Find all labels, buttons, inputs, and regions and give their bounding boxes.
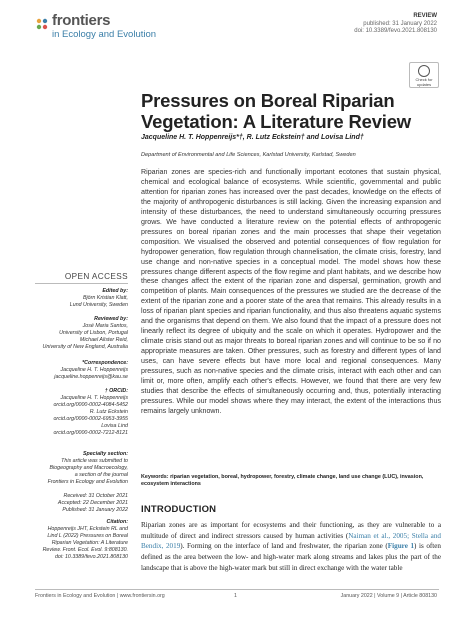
check-updates-label: Check for updates bbox=[415, 77, 433, 87]
reviewed-by-heading: Reviewed by: bbox=[94, 316, 128, 322]
footer-volume: January 2022 | Volume 9 | Article 808130 bbox=[340, 593, 437, 599]
orcid-block bbox=[35, 388, 128, 437]
footer-journal: Frontiers in Ecology and Evolution | www.frontiersin.org bbox=[35, 593, 165, 599]
specialty-line: Biogeography and Macroecology, bbox=[49, 465, 128, 471]
citation-link[interactable]: Naiman et al., 2005; Stella and Bendix, 2019 bbox=[141, 531, 441, 551]
citation-line: doi: 10.3389/fevo.2021.808130 bbox=[54, 554, 128, 560]
orcid-author: Jacqueline H. T. Hoppenreijs bbox=[60, 395, 128, 401]
article-type: REVIEW bbox=[413, 13, 437, 19]
orcid-author: R. Lutz Eckstein bbox=[89, 409, 128, 415]
open-access-label: OPEN ACCESS bbox=[64, 272, 128, 281]
keywords-text: riparian vegetation, boreal, hydropower, forestry, climate change, land use change (LUC), invasion, ecosystem interactions bbox=[141, 474, 424, 488]
keywords bbox=[141, 474, 441, 489]
page-number: 1 bbox=[234, 593, 237, 599]
intro-heading: INTRODUCTION bbox=[141, 504, 217, 515]
affiliation: Department of Environmental and Life Sciences, Karlstad University, Karlstad, Sweden bbox=[141, 152, 356, 158]
citation-line: Review. Front. Ecol. Evol. 9:808130. bbox=[42, 547, 128, 553]
received-date: Received: 31 October 2021 bbox=[63, 493, 128, 499]
specialty-line: Frontiers in Ecology and Evolution bbox=[47, 479, 128, 485]
footer-divider bbox=[35, 589, 439, 590]
correspondent-name: Jacqueline H. T. Hoppenreijs bbox=[60, 367, 128, 373]
citation-heading: Citation: bbox=[106, 519, 128, 525]
edited-by-heading: Edited by: bbox=[102, 288, 128, 294]
reviewer-name: Michael Alister Reid, bbox=[79, 337, 128, 343]
citation-line: Lind L (2022) Pressures on Boreal bbox=[47, 533, 128, 539]
specialty-heading: Specialty section: bbox=[82, 451, 128, 457]
orcid-link[interactable]: orcid.org/0000-0002-4084-5452 bbox=[53, 402, 128, 408]
abstract: Riparian zones are species-rich and functionally important ecotones that sustain physical, chemical and ecological balance of ecosystems. While scientific, governmental and public attention for riparian zones has increased over the past decades, knowledge on the effects of the majority of anthropogenic disturbances is still lacking. Given the increasing expansion and intensity of these disturbances, the need to understand simultaneously occurring pressures grows. We have conducted a literature review on the potential effects of anthropogenic pressures on boreal riparian zones and the main processes that shape their vegetation composition. We visualised the observed and potential consequences of flow regulation for hydropower generation, flow regulation through channelisation, the climate crisis, forestry, land use change and non-native species in a conceptual model. The model shows how these pressures change different aspects of the flow regime and plant habitats, and we describe how these changes affect the extent of the riparian zone and dispersal, germination, growth and competition of plants. Main consequences of the pressures we studied are the decrease of the extent of the riparian zone and a poorer state of the area that remains. This already results in a loss of riparian plant species and riparian functionality, and thus also threatens aquatic systems and the organisms that depend on them. We also found that the impact of a pressure does not linearly reflect its degree of ubiquity and the scale on which it operates. Hydropower and the climate crisis stand out as major threats to boreal riparian zones and will continue to be so if no appropriate measures are taken. Other pressures, such as forestry and different types of land uses, can have severe effects but have more local and regional consequences. Many pressures, such as non-native species and the climate crisis, interact with each other and can limit or, more often, amplify each other's effects. However, we found that there are very few studies that describe the effects of simultaneously occurring and, thus, potentially interacting pressures. While our model shows where they may interact, the extent of the interactions thus remains largely unknown. bbox=[141, 168, 441, 415]
orcid-link[interactable]: orcid.org/0000-0002-7212-8121 bbox=[53, 430, 128, 436]
correspondence-block bbox=[35, 360, 128, 381]
intro-paragraph bbox=[141, 520, 441, 574]
accepted-date: Accepted: 22 December 2021 bbox=[57, 500, 128, 506]
reviewer-name: José Maria Santos, bbox=[82, 323, 128, 329]
published-date-side: Published: 31 January 2022 bbox=[62, 507, 128, 513]
check-updates-badge[interactable] bbox=[409, 62, 439, 88]
specialty-line: This article was submitted to bbox=[61, 458, 128, 464]
orcid-link[interactable]: orcid.org/0000-0002-6953-3955 bbox=[53, 416, 128, 422]
dates-block bbox=[35, 493, 128, 514]
author-list: Jacqueline H. T. Hoppenreijs*†, R. Lutz Eckstein† and Lovisa Lind† bbox=[141, 134, 364, 141]
editor-affiliation: Lund University, Sweden bbox=[69, 302, 128, 308]
frontiers-logo-icon bbox=[35, 17, 49, 31]
refresh-icon bbox=[418, 65, 430, 77]
keywords-label: Keywords: bbox=[141, 474, 169, 480]
edited-by-block bbox=[35, 288, 128, 309]
citation-line: Riparian Vegetation: A Literature bbox=[51, 540, 128, 546]
intro-text-2: ). Forming on the interface of land and freshwater, the riparian zone ( bbox=[180, 542, 388, 551]
published-date: published: 31 January 2022 bbox=[363, 20, 437, 27]
reviewed-by-block bbox=[35, 316, 128, 351]
specialty-block bbox=[35, 451, 128, 486]
intro-text-3: ) is often defined as the area between the low- and high-water mark along streams and lakes plus the part of the landscape that is above the high-water mark but still in direct exchange with the water table bbox=[141, 542, 441, 572]
figure-link[interactable]: Figure 1 bbox=[387, 542, 415, 551]
citation-line: Hoppenreijs JHT, Eckstein RL and bbox=[47, 526, 128, 532]
doi: doi: 10.3389/fevo.2021.808130 bbox=[354, 28, 437, 34]
sidebar-divider bbox=[35, 283, 128, 284]
citation-block bbox=[35, 519, 128, 561]
correspondent-email[interactable]: jacqueline.hoppenreijs@kau.se bbox=[54, 374, 128, 380]
reviewer-affiliation: University of Lisbon, Portugal bbox=[59, 330, 128, 336]
editor-name: Björn Kristian Klatt, bbox=[82, 295, 128, 301]
reviewer-affiliation: University of New England, Australia bbox=[42, 344, 128, 350]
orcid-author: Lovisa Lind bbox=[101, 423, 128, 429]
brand-name: frontiers bbox=[52, 12, 111, 29]
article-meta bbox=[354, 13, 437, 36]
intro-text-1: Riparian zones are as important for ecosystems and their functioning, as they are vulnerable to a multitude of direct and indirect stressors caused by human activities ( bbox=[141, 521, 441, 540]
article-title: Pressures on Boreal Riparian Vegetation: A Literature Review bbox=[141, 90, 411, 132]
journal-name: in Ecology and Evolution bbox=[52, 29, 157, 40]
correspondence-heading: *Correspondence: bbox=[82, 360, 128, 366]
specialty-line: a section of the journal bbox=[74, 472, 128, 478]
orcid-heading: † ORCID: bbox=[104, 388, 128, 394]
